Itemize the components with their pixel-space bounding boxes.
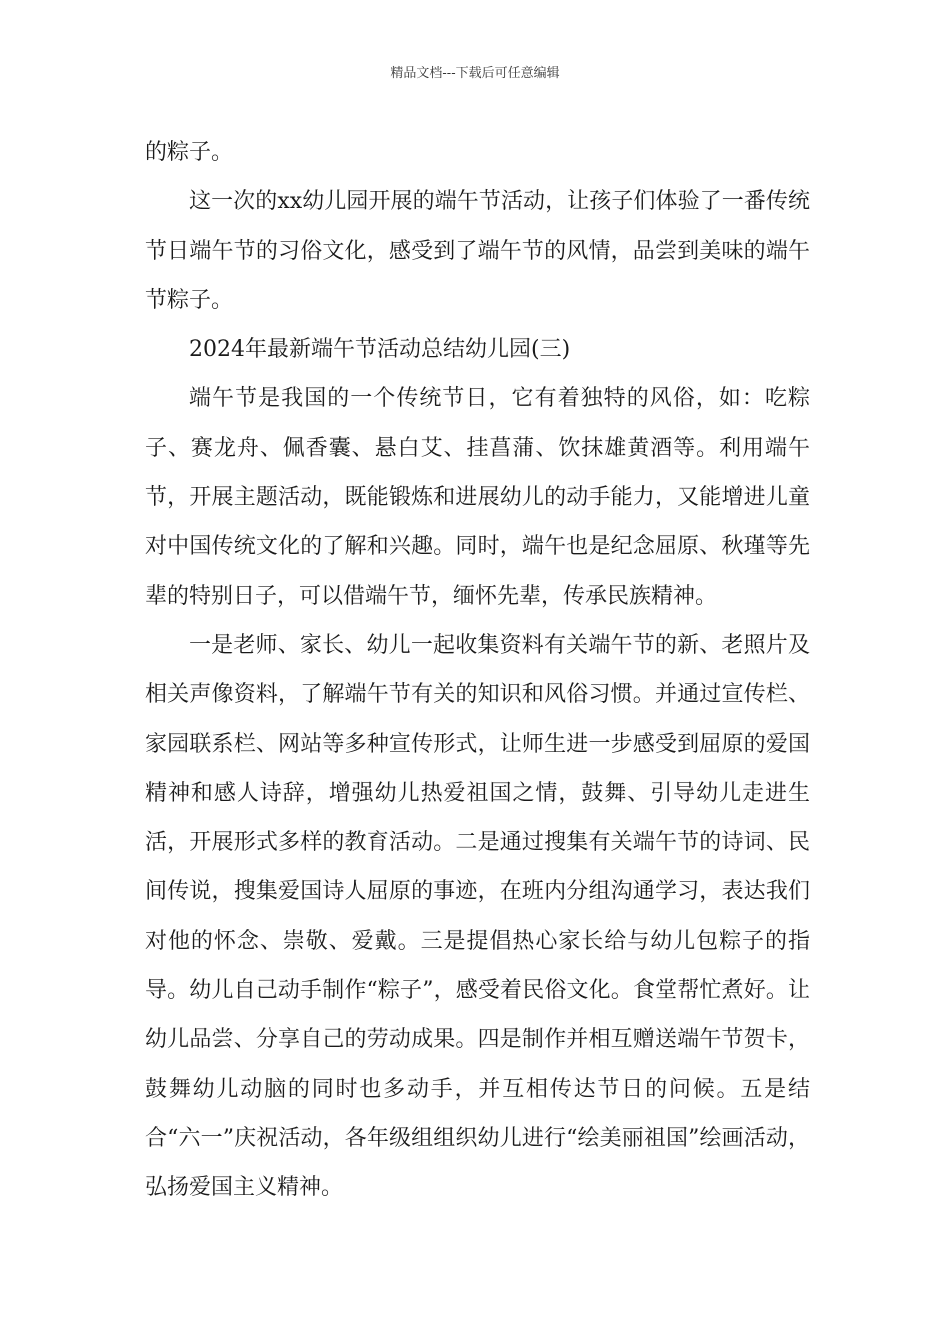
section-heading: 2024年最新端午节活动总结幼儿园(三) bbox=[189, 337, 571, 363]
page-header: 精品文档---下载后可任意编辑 bbox=[390, 66, 560, 81]
paragraph: 一是老师、家长、幼儿一起收集资料有关端午节的新、老照片及相关声像资料，了解端午节有关的知识和风俗习惯。并通过宣传栏、家园联系栏、网站等多种宣传形式，让师生进一步感受到屈原的爱国精神和感人诗辞，增强幼儿热爱祖国之情，鼓舞、引导幼儿走进生活，开展形式多样的教育活动。二是通过搜集有关端午节的诗词、民间传说，搜集爱国诗人屈原的事迹，在班内分组沟通学习，表达我们对他的怀念、崇敬、爱戴。三是提倡热心家长给与幼儿包粽子的指导。幼儿自己动手制作“粽子”，感受着民俗文化。食堂帮忙煮好。让幼儿品尝、分享自己的劳动成果。四是制作并相互赠送端午节贺卡，鼓舞幼儿动脑的同时也多动手，并互相传达节日的问候。五是结合“六一”庆祝活动，各年级组组织幼儿进行“绘美丽祖国”绘画活动，弘扬爱国主义精神。 bbox=[145, 632, 810, 1201]
paragraph: 这一次的xx幼儿园开展的端午节活动，让孩子们体验了一番传统节日端午节的习俗文化，感受到了端午节的风情，品尝到美味的端午节粽子。 bbox=[145, 189, 810, 313]
paragraph: 的粽子。 bbox=[145, 140, 234, 165]
paragraph: 端午节是我国的一个传统节日，它有着独特的风俗，如：吃粽子、赛龙舟、佩香囊、悬白艾、挂菖蒲、饮抹雄黄酒等。利用端午节，开展主题活动，既能锻炼和进展幼儿的动手能力，又能增进儿童对中国传统文化的了解和兴趣。同时，端午也是纪念屈原、秋瑾等先辈的特别日子，可以借端午节，缅怀先辈，传承民族精神。 bbox=[145, 386, 810, 609]
document-body bbox=[145, 128, 810, 1213]
